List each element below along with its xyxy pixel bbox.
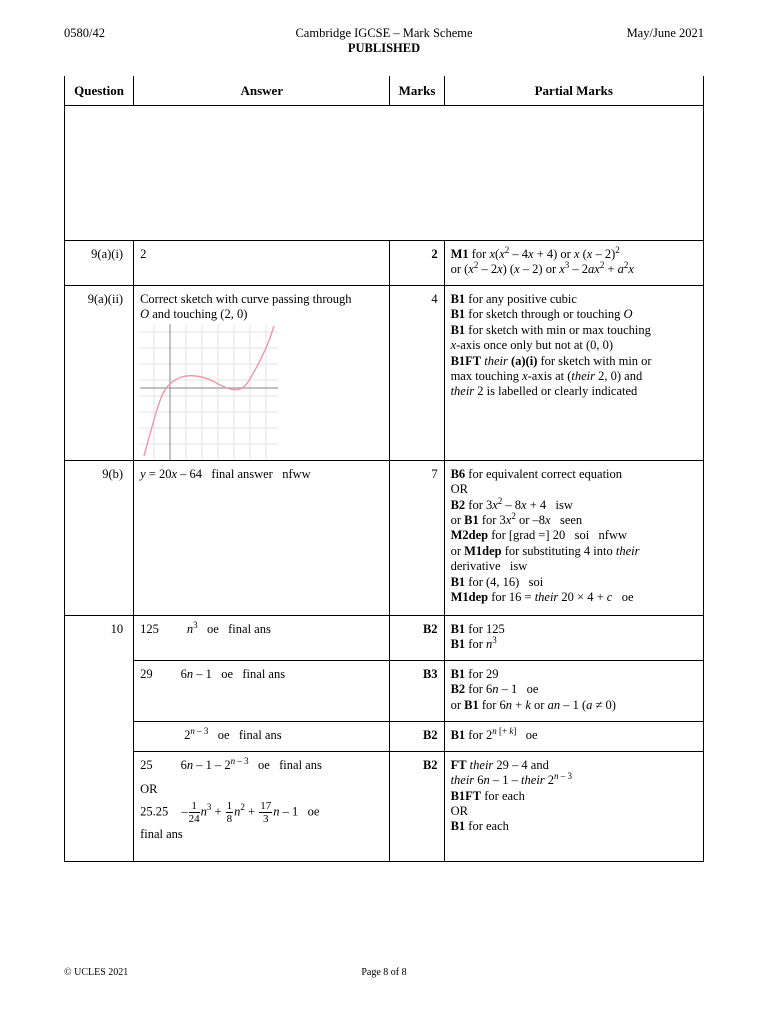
blank-row <box>65 106 704 241</box>
marks-cell: 2 <box>390 241 444 286</box>
header-question: Question <box>65 76 134 106</box>
table-row-9aii <box>65 286 704 461</box>
partial-marks-cell: B1 for 125 B1 for $n^3$ <box>444 615 703 660</box>
answer-cell: y = 20x – 64 final answer nfww <box>134 460 390 615</box>
answer-cell: 125 $n^3$ oe final ans <box>134 615 390 660</box>
question-cell: 9(a)(i) <box>65 241 134 286</box>
partial-marks-cell: FT their 29 – 4 and their 6n – 1 – their 2$^{n - 3}$ B1FT for each OR B1 for each <box>444 751 703 861</box>
table-row-10-part4 <box>65 751 704 861</box>
copyright: © UCLES 2021 <box>64 967 129 978</box>
marks-cell: B2 <box>390 751 444 861</box>
title-text: Cambridge IGCSE – Mark Scheme <box>295 26 473 40</box>
document-code: 0580/42 <box>64 26 105 40</box>
cubic-sketch-graph <box>140 324 278 460</box>
partial-marks-cell: M1 for $x(x^2 - 4x + 4)$ or x (x – 2)$^2$ or $(x^2 - 2x)$ (x – 2) or $x^3 - 2ax^2 + a^2x$ <box>444 241 703 286</box>
exam-session: May/June 2021 <box>626 26 704 40</box>
table-row-10-part3 <box>65 721 704 751</box>
table-row-10-part1 <box>65 615 704 660</box>
marks-cell: B2 <box>390 721 444 751</box>
marks-cell: B2 <box>390 615 444 660</box>
answer-cell: Correct sketch with curve passing through O and touching (2, 0) <box>134 286 390 461</box>
page-number: Page 8 of 8 <box>361 967 407 978</box>
partial-marks-cell: B1 for any positive cubic B1 for sketch through or touching O B1 for sketch with min or max touching x-axis once only but not at (0, 0) B1FT their (a)(i) for sketch with min or max touching x-axis at (their 2, 0) and their 2 is labelled or clearly indicated <box>444 286 703 461</box>
answer-cell: 29 6n – 1 oe final ans <box>134 660 390 721</box>
partial-marks-cell: B1 for 29 B2 for 6n – 1 oe or B1 for 6n + k or an – 1 (a ≠ 0) <box>444 660 703 721</box>
table-row-9ai <box>65 241 704 286</box>
published-label: PUBLISHED <box>347 41 421 55</box>
marks-cell: 4 <box>390 286 444 461</box>
header-marks: Marks <box>390 76 444 106</box>
mark-scheme-table <box>64 76 704 862</box>
partial-marks-cell: B6 for equivalent correct equation OR B2 for $3x^2 - 8x + 4$ isw or B1 for $3x^2$ or –8x seen M2dep for [grad =] 20 soi nfww or M1dep for substituting 4 into their derivative isw B1 for (4, 16) soi M1dep for 16 = their 20 × 4 + c oe <box>444 460 703 615</box>
partial-marks-cell: B1 for $2^{n [+ k]}$ oe <box>444 721 703 751</box>
answer-cell: 2$^{n - 3}$ oe final ans <box>134 721 390 751</box>
header-partial-marks: Partial Marks <box>444 76 703 106</box>
table-header-row <box>65 76 704 106</box>
header-answer: Answer <box>134 76 390 106</box>
answer-cell: 25 6n – 1 – 2$^{n - 3}$ oe final ans OR 25.25 – $\frac{1}{24}$ $n^3$ + $\frac{1}{8}$ $n^2$ + $\frac{17}{3}$ n – 1 oe final ans <box>134 751 390 861</box>
answer-cell: 2 <box>134 241 390 286</box>
table-row-10-part2 <box>65 660 704 721</box>
question-cell: 10 <box>65 615 134 861</box>
question-cell: 9(b) <box>65 460 134 615</box>
marks-cell: 7 <box>390 460 444 615</box>
table-row-9b <box>65 460 704 615</box>
marks-cell: B3 <box>390 660 444 721</box>
question-cell: 9(a)(ii) <box>65 286 134 461</box>
